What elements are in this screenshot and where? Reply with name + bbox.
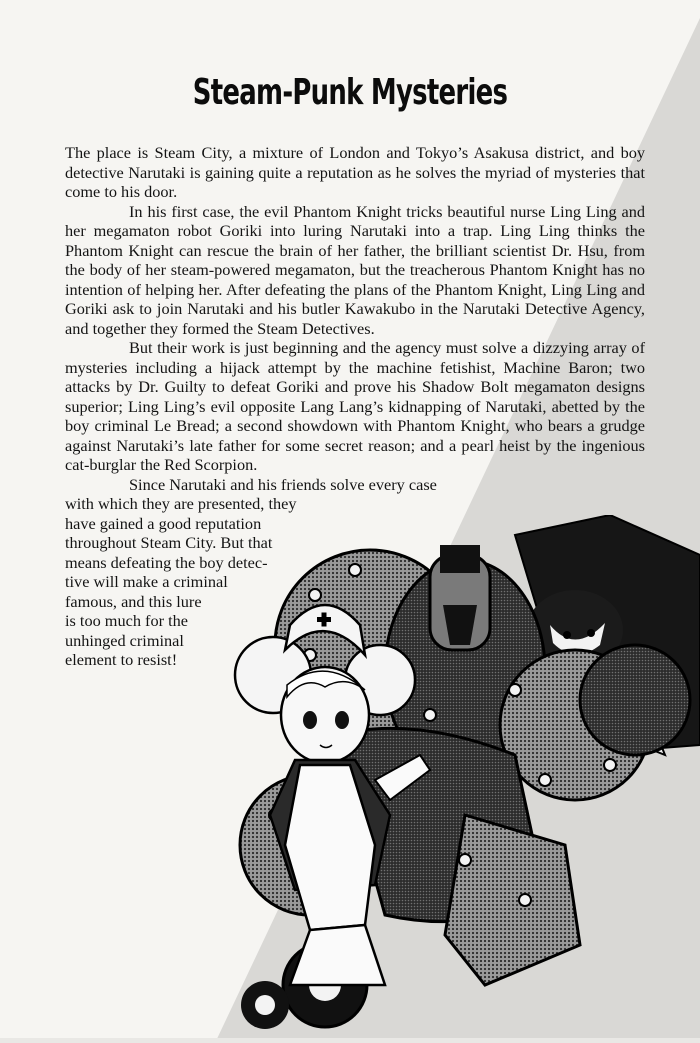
text-line: with which they are presented, they [65, 494, 297, 513]
text-line: tive will make a criminal [65, 572, 228, 591]
paragraph-intro: The place is Steam City, a mixture of London and Tokyo’s Asakusa district, and boy detective Narutaki is gaining quite a reputation as he solves the myriad of mysteries that come to his door. [65, 143, 645, 201]
text-line: means defeating the boy detec- [65, 552, 268, 572]
text-line: famous, and this lure [65, 591, 202, 611]
paragraph-first-case: In his first case, the evil Phantom Knight tricks beautiful nurse Ling Ling and her megamaton robot Goriki into luring Narutaki into a trap. Ling Ling thinks the Phantom Knight can rescue the brain of her father, the brilliant scientist Dr. Hsu, from the body of her steam-powered megamaton, but the treacherous Phantom Knight has no intention of helping her. After defeating the plans of the Phantom Knight, Ling Ling and Goriki ask to join Narutaki and his butler Kawakubo in the Narutaki Detective Agency, and together they formed the Steam Detectives. [65, 201, 645, 338]
text-line: have gained a good reputation [65, 513, 262, 533]
text-line: element to resist! [65, 650, 178, 669]
page-title: Steam-Punk Mysteries [192, 72, 508, 113]
manga-illustration [215, 515, 700, 1043]
paragraph-mysteries: But their work is just beginning and the agency must solve a dizzying array of mysteries including a hijack attempt by the machine fetishist, Machine Baron; two attacks by Dr. Guilty to defeat Goriki and prove his Shadow Bolt megamaton designs superior; Ling Ling’s evil opposite Lang Lang’s kidnapping of Narutaki, abetted by the boy criminal Le Bread; a second showdown with Phantom Knight, who bears a grudge against Narutaki’s late father for some secret reason; and a pearl heist by the ingenious cat-burglar the Red Scorpion. [65, 338, 645, 474]
text-line: is too much for the [65, 611, 188, 630]
text-line: Since Narutaki and his friends solve every case [129, 474, 437, 494]
text-line: throughout Steam City. But that [65, 533, 273, 552]
text-line: unhinged criminal [65, 630, 184, 650]
